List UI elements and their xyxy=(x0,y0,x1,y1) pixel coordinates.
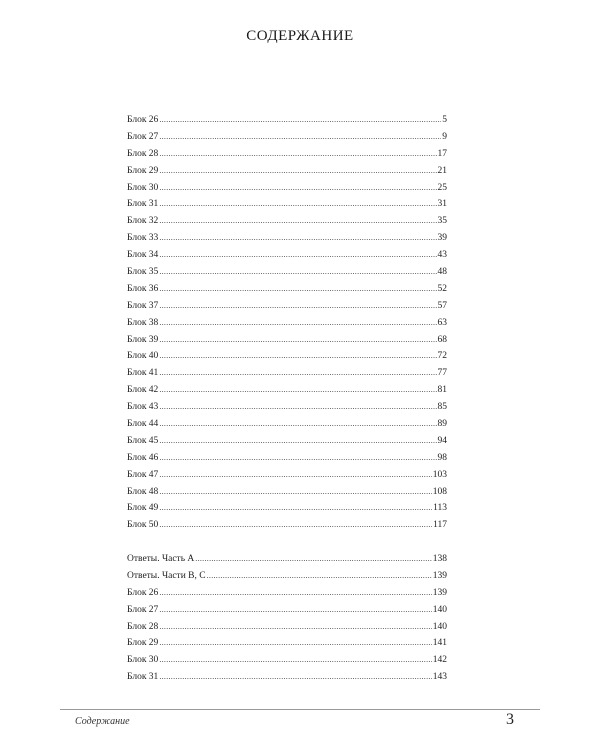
toc-row-label: Блок 45 xyxy=(127,435,159,446)
toc-row-page: 108 xyxy=(432,486,447,497)
toc-row-page: 17 xyxy=(437,148,447,159)
dot-leader xyxy=(159,112,441,129)
toc-row xyxy=(127,467,447,484)
toc-row-page: 81 xyxy=(437,385,447,396)
toc-row-page: 140 xyxy=(432,621,447,632)
toc-row-label: Блок 39 xyxy=(127,334,159,345)
dot-leader xyxy=(159,602,431,619)
toc-row-label: Блок 44 xyxy=(127,419,159,430)
toc-row-label: Блок 50 xyxy=(127,520,159,531)
toc-row-page: 142 xyxy=(432,655,447,666)
toc-main-list xyxy=(127,112,447,534)
dot-leader xyxy=(159,163,436,180)
dot-leader xyxy=(159,213,436,230)
toc-row xyxy=(127,315,447,332)
toc-row xyxy=(127,450,447,467)
toc-row-label: Блок 35 xyxy=(127,267,159,278)
toc-row xyxy=(127,213,447,230)
toc-row-page: 77 xyxy=(437,368,447,379)
toc-row xyxy=(127,568,447,585)
toc-row-label: Ответы. Часть А xyxy=(127,554,195,564)
dot-leader xyxy=(159,433,436,450)
toc-row xyxy=(127,146,447,163)
toc-row-page: 89 xyxy=(437,419,447,430)
toc-row-label: Блок 29 xyxy=(127,165,159,176)
toc-row-label: Блок 38 xyxy=(127,317,159,328)
toc-row-label: Блок 34 xyxy=(127,250,159,261)
toc-row xyxy=(127,399,447,416)
toc-row xyxy=(127,180,447,197)
toc-row xyxy=(127,585,447,602)
toc-row xyxy=(127,619,447,636)
toc-row-page: 63 xyxy=(437,317,447,328)
toc-row-page: 72 xyxy=(437,351,447,362)
page-title: СОДЕРЖАНИЕ xyxy=(246,28,354,44)
toc-row-page: 21 xyxy=(437,165,447,176)
dot-leader xyxy=(159,635,431,652)
toc-row xyxy=(127,163,447,180)
toc-row-page: 9 xyxy=(442,131,447,142)
dot-leader xyxy=(159,500,432,517)
toc-row-page: 117 xyxy=(433,520,447,531)
toc-row-page: 94 xyxy=(437,435,447,446)
footer-page-number: 3 xyxy=(506,711,514,728)
toc-row xyxy=(127,669,447,686)
toc-row-label: Блок 46 xyxy=(127,452,159,463)
dot-leader xyxy=(159,399,436,416)
toc-row-page: 139 xyxy=(432,587,447,598)
toc-row xyxy=(127,635,447,652)
dot-leader xyxy=(159,652,431,669)
dot-leader xyxy=(207,568,432,585)
dot-leader xyxy=(159,196,436,213)
dot-leader xyxy=(159,450,436,467)
toc-row xyxy=(127,517,447,534)
toc-row-page: 57 xyxy=(437,300,447,311)
toc-row-label: Блок 28 xyxy=(127,148,159,159)
dot-leader xyxy=(159,315,436,332)
toc-row-page: 141 xyxy=(432,638,447,649)
toc-row xyxy=(127,551,447,568)
toc-row-page: 25 xyxy=(437,182,447,193)
toc-answers-list xyxy=(127,551,447,686)
toc-row xyxy=(127,230,447,247)
toc-row-page: 138 xyxy=(432,554,447,564)
toc-row-page: 113 xyxy=(433,503,447,514)
toc-row-label: Блок 47 xyxy=(127,469,159,480)
toc-row-label: Ответы. Части В, С xyxy=(127,570,206,581)
toc-row-label: Блок 30 xyxy=(127,655,159,666)
toc-row xyxy=(127,129,447,146)
toc-row xyxy=(127,281,447,298)
toc-row xyxy=(127,500,447,517)
toc-row xyxy=(127,247,447,264)
toc-row-page: 48 xyxy=(437,267,447,278)
toc-row-label: Блок 30 xyxy=(127,182,159,193)
toc-row-page: 139 xyxy=(432,570,447,581)
dot-leader xyxy=(159,281,436,298)
footer-divider xyxy=(60,709,540,710)
toc-row-label: Блок 36 xyxy=(127,283,159,294)
toc-row-page: 103 xyxy=(432,469,447,480)
toc-row xyxy=(127,433,447,450)
toc-row-page: 98 xyxy=(437,452,447,463)
toc-row-label: Блок 29 xyxy=(127,638,159,649)
toc-row-page: 43 xyxy=(437,250,447,261)
dot-leader xyxy=(159,365,436,382)
toc-row-label: Блок 26 xyxy=(127,115,159,125)
toc-row-page: 52 xyxy=(437,283,447,294)
toc-row-label: Блок 31 xyxy=(127,672,159,683)
dot-leader xyxy=(159,146,436,163)
toc-row-page: 85 xyxy=(437,402,447,413)
footer-section-title: Содержание xyxy=(75,716,130,727)
toc-row xyxy=(127,264,447,281)
toc-row-label: Блок 40 xyxy=(127,351,159,362)
dot-leader xyxy=(195,551,431,568)
dot-leader xyxy=(159,585,431,602)
toc-row xyxy=(127,365,447,382)
toc-row-label: Блок 41 xyxy=(127,368,159,379)
toc-row-label: Блок 49 xyxy=(127,503,159,514)
toc-row-page: 5 xyxy=(442,115,447,125)
toc-row xyxy=(127,484,447,501)
dot-leader xyxy=(159,129,441,146)
toc-row xyxy=(127,298,447,315)
toc-row xyxy=(127,196,447,213)
dot-leader xyxy=(159,180,436,197)
toc-row xyxy=(127,332,447,349)
dot-leader xyxy=(159,619,431,636)
toc-row xyxy=(127,652,447,669)
dot-leader xyxy=(159,332,436,349)
dot-leader xyxy=(159,467,431,484)
toc-row-label: Блок 27 xyxy=(127,604,159,615)
toc-row-label: Блок 42 xyxy=(127,385,159,396)
dot-leader xyxy=(159,348,436,365)
toc-row xyxy=(127,602,447,619)
dot-leader xyxy=(159,230,436,247)
toc-row-page: 140 xyxy=(432,604,447,615)
toc-row xyxy=(127,416,447,433)
toc-row-label: Блок 32 xyxy=(127,216,159,227)
toc-row-label: Блок 43 xyxy=(127,402,159,413)
toc-row-label: Блок 37 xyxy=(127,300,159,311)
toc-row-label: Блок 27 xyxy=(127,131,159,142)
toc-row-page: 31 xyxy=(437,199,447,210)
dot-leader xyxy=(159,484,431,501)
toc-row xyxy=(127,382,447,399)
toc-row xyxy=(127,348,447,365)
toc-row-page: 35 xyxy=(437,216,447,227)
toc-row-label: Блок 28 xyxy=(127,621,159,632)
toc-row-page: 39 xyxy=(437,233,447,244)
toc-row-label: Блок 33 xyxy=(127,233,159,244)
dot-leader xyxy=(159,416,436,433)
dot-leader xyxy=(159,517,432,534)
dot-leader xyxy=(159,264,436,281)
toc-row-page: 143 xyxy=(432,672,447,683)
toc-row xyxy=(127,112,447,129)
toc-row-label: Блок 48 xyxy=(127,486,159,497)
dot-leader xyxy=(159,382,436,399)
toc-row-page: 68 xyxy=(437,334,447,345)
toc-row-label: Блок 31 xyxy=(127,199,159,210)
toc-row-label: Блок 26 xyxy=(127,587,159,598)
dot-leader xyxy=(159,247,436,264)
dot-leader xyxy=(159,669,431,686)
dot-leader xyxy=(159,298,436,315)
